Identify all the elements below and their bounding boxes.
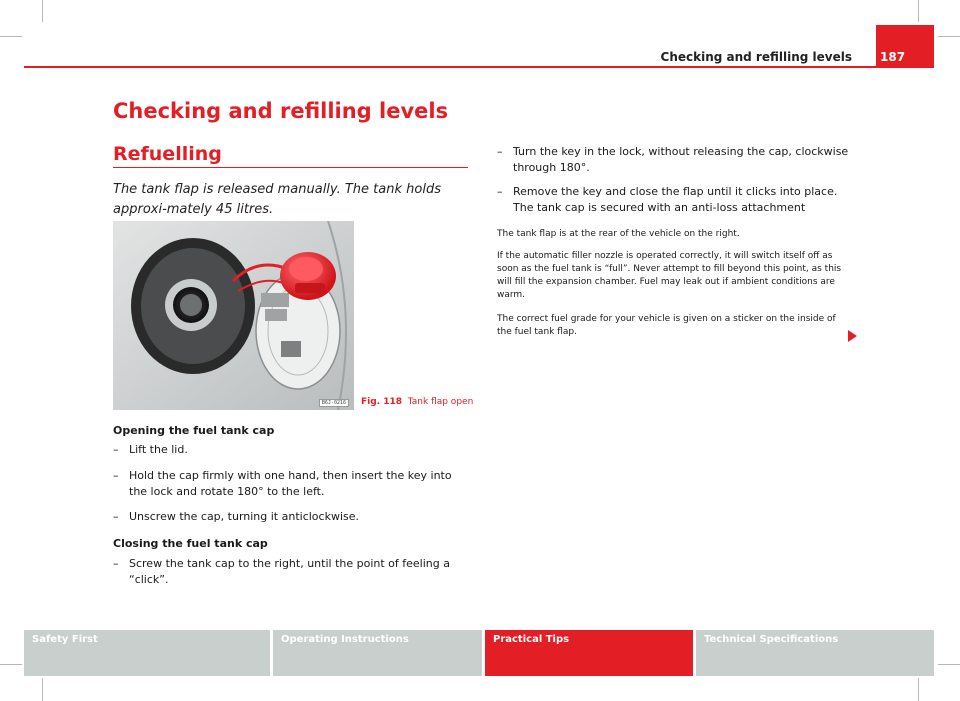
list-item: – Lift the lid. — [113, 442, 468, 458]
intro-text: The tank flap is released manually. The tank holds approxi-mately 45 litres. — [113, 182, 441, 217]
footer-tab-label: Operating Instructions — [281, 634, 409, 645]
list-item-text: Hold the cap firmly with one hand, then insert the key into the lock and rotate 180° to the left. — [129, 469, 452, 498]
footer-tab-technical-specifications[interactable] — [696, 630, 934, 676]
footer-tab-label: Safety First — [32, 634, 98, 645]
list-item: – Screw the tank cap to the right, until the point of feeling a “click”. — [113, 556, 468, 588]
section-title-rule — [113, 167, 468, 168]
list-item-text: Remove the key and close the flap until it clicks into place. The tank cap is secured with an anti-loss attachment — [513, 185, 838, 214]
figure-caption — [361, 397, 473, 407]
list-item-text: Turn the key in the lock, without releasing the cap, clockwise through 180°. — [513, 145, 849, 174]
header-rule — [24, 66, 876, 68]
footer-tab-label: Technical Specifications — [704, 634, 839, 645]
opening-heading: Opening the fuel tank cap — [113, 424, 275, 437]
list-item-text: Screw the tank cap to the right, until the point of feeling a “click”. — [129, 557, 450, 586]
figure-caption-label: Fig. 118 — [361, 397, 403, 407]
footer-tab-label: Practical Tips — [493, 634, 570, 645]
footer-tab-safety-first[interactable] — [24, 630, 270, 676]
continue-arrow-icon — [848, 330, 857, 342]
note-paragraph: If the automatic filler nozzle is operated correctly, it will switch itself off as soon as the fuel tank is “full”. Never attempt to fill beyond this point, as this will fill the expansion chamber. Fuel may leak out if ambient conditions are warm. — [497, 251, 842, 300]
crop-mark — [42, 678, 43, 701]
crop-mark — [42, 0, 43, 22]
list-item: – Unscrew the cap, turning it anticlockwise. — [113, 509, 468, 525]
list-item-text: Lift the lid. — [129, 443, 188, 456]
footer-tab-operating-instructions[interactable] — [273, 630, 482, 676]
running-header-title: Checking and refilling levels — [660, 50, 852, 64]
closing-heading: Closing the fuel tank cap — [113, 537, 268, 550]
note-paragraph: The tank flap is at the rear of the vehicle on the right. — [497, 229, 740, 239]
crop-mark — [938, 36, 960, 37]
crop-mark — [918, 0, 919, 22]
page-number: 187 — [880, 50, 906, 64]
figure-code: B6J-0216 — [319, 399, 349, 407]
list-item-text: Unscrew the cap, turning it anticlockwise. — [129, 510, 359, 523]
list-item: – Turn the key in the lock, without releasing the cap, clockwise through 180°. — [497, 144, 852, 176]
crop-mark — [938, 664, 960, 665]
crop-mark — [918, 678, 919, 701]
tank-flap-figure — [113, 221, 354, 410]
footer-tab-practical-tips[interactable] — [485, 630, 693, 676]
list-item: – Hold the cap firmly with one hand, then insert the key into the lock and rotate 180° to the left. — [113, 468, 468, 500]
section-title: Refuelling — [113, 143, 222, 165]
list-item: – Remove the key and close the flap until it clicks into place. The tank cap is secured with an anti-loss attachment — [497, 184, 852, 216]
crop-mark — [0, 36, 22, 37]
note-paragraph: The correct fuel grade for your vehicle is given on a sticker on the inside of the fuel tank flap. — [497, 314, 836, 337]
crop-mark — [0, 664, 22, 665]
figure-caption-text: Tank flap open — [407, 397, 474, 407]
chapter-title: Checking and refilling levels — [113, 99, 449, 123]
